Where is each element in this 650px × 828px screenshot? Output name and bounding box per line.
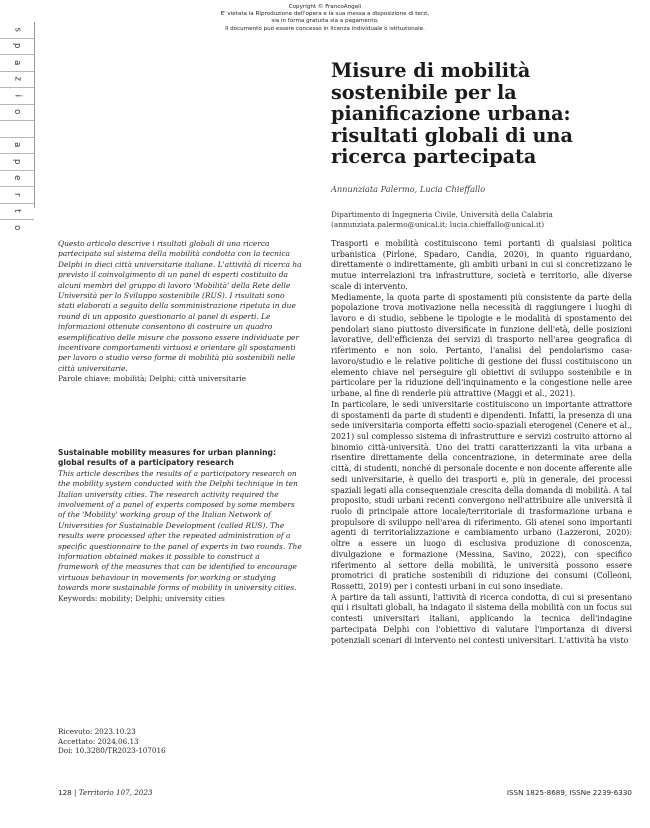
section-letter: r — [0, 187, 34, 204]
section-letter: e — [0, 171, 34, 188]
issn: ISSN 1825-8689, ISSNe 2239-6330 — [506, 788, 632, 797]
keywords-english: Keywords: mobility; Delphi; university cities — [58, 593, 225, 603]
section-letter — [0, 121, 34, 138]
abstract-text: This article describes the results of a participatory research on the mobility system conducted with the Delphi technique in ten Italian university cities. The research activity required the involvement of a panel of experts composed by some members of the 'Mobility' working group of the Italian Network of Universities for Sustainable Development (called RUS). The results were processed after the repeated administration of a specific questionnaire to the panel of experts in two rounds. The information obtained makes it possible to construct a framework of the measures that can be identified to encourage virtuous behaviour in movements for working or studying towards more sustainable forms of mobility in university cities. — [58, 468, 302, 593]
section-letter: o — [11, 224, 22, 231]
section-letter: i — [0, 88, 34, 105]
article-title: Misure di mobilità sostenibile per la pianificazione urbana: risultati globali di una ricerca partecipata — [331, 59, 573, 169]
copyright-notice — [0, 4, 650, 33]
section-letter: t — [0, 204, 34, 221]
footer-left: 128 | Territorio 107, 2023 — [58, 788, 153, 797]
section-label-strip — [0, 22, 35, 231]
copyright-line: Copyright © FrancoAngeli — [288, 4, 362, 10]
body-paragraph: Mediamente, la quota parte di spostamenti più consistente da parte della popolazione trova motivazione nella necessità di raggiungere i luoghi di lavoro e di studio, sebbene le tipologie e le modalità di spostamento dei pendolari siano piuttosto diversificate in funzione dell'età, delle posizioni lavorative, dell'efficienza dei servizi di trasporto nell'area geografica di riferimento e non solo. Pertanto, l'analisi del pendolarismo casa-lavoro/studio e le relative politiche di gestione dei flussi costituiscono un elemento chiave nel perseguire gli obiettivi di sviluppo sostenibile e in particolare per la riduzione dell'inquinamento e la congestione nelle aree urbane, al fine di renderle più attrattive (Maggi et al., 2021). — [331, 292, 632, 399]
section-letter: p — [0, 39, 34, 56]
section-letter: a — [0, 55, 34, 72]
body-paragraph: Trasporti e mobilità costituiscono temi portanti di qualsiasi politica urbanistica (Pirlone, Spadaro, Candia, 2020), in quanto riguardano, direttamente o indirettamente, gli ambiti urbani in cui si concretizzano le mutue interrelazioni tra infrastrutture, società e territorio, alle diverse scale di intervento. — [331, 239, 632, 291]
journal-name: Territorio 107, 2023 — [78, 788, 153, 797]
article-body — [331, 239, 632, 646]
section-letter: a — [0, 138, 34, 155]
author-emails: (annunziata.palermo@unical.it; lucia.chieffallo@unical.it) — [331, 220, 545, 229]
body-paragraph: A partire da tali assunti, l'attività di ricerca condotta, di cui si presentano qui i risultati globali, ha indagato il sistema della mobilità con un focus sui contesti universitari italiani, applicando la tecnica dell'indagine partecipata Delphi con l'obiettivo di valutare l'importanza di diversi potenziali scenari di intervento nei contesti universitari. L'attività ha visto — [331, 592, 632, 645]
affiliation-name: Dipartimento di Ingegneria Civile, Università della Calabria — [331, 210, 553, 219]
author-affiliation — [331, 210, 631, 230]
received-date: Ricevuto: 2023.10.23 — [58, 727, 136, 736]
copyright-line: Il documento può essere concesso in licenza individuale o istituzionale. — [225, 25, 425, 32]
copyright-line: sia in forma gratuita sia a pagamento. — [271, 18, 379, 25]
page-footer — [58, 788, 632, 800]
page-number: 128 — [58, 788, 72, 797]
section-letter: z — [0, 72, 34, 89]
abstract-english-title: Sustainable mobility measures for urban planning: global results of a participatory research — [58, 448, 277, 468]
accepted-date: Accettato: 2024.06.13 — [58, 736, 139, 746]
doi: Doi: 10.3280/TR2023-107016 — [58, 746, 166, 756]
abstract-text: Questo articolo descrive i risultati globali di una ricerca partecipata sul sistema della mobilità condotta con la tecnica Delphi in dieci città universitarie italiane. L'attività di ricerca ha previsto il coinvolgimento di un panel di esperti costituito da alcuni membri del gruppo di lavoro 'Mobilità' della Rete delle Università per lo Sviluppo sostenibile (RUS). I risultati sono stati elaborati a seguito della somministrazione ripetuta in due round di un apposito questionario al panel di esperti. Le informazioni ottenute consentono di costruire un quadro esemplificativo delle misure che possono essere individuate per incentivare comportamenti virtuosi e orientare gli spostamenti per lavoro o studio verso forme di mobilità più sostenibili nelle città universitarie. — [58, 239, 302, 373]
section-letter: o — [0, 105, 34, 122]
article-authors: Annunziata Palermo, Lucia Chieffallo — [331, 184, 486, 194]
copyright-line: E' vietata la Riproduzione dell'opera e la sua messa a disposizione di terzi, — [220, 11, 430, 18]
abstract-english — [58, 448, 302, 604]
abstract-italian — [58, 239, 302, 385]
section-letter: s — [0, 22, 34, 39]
section-letter: p — [0, 154, 34, 171]
publication-dates — [58, 727, 302, 756]
keywords-italian: Parole chiave: mobilità; Delphi; città universitarie — [58, 374, 247, 384]
body-paragraph: In particolare, le sedi universitarie costituiscono un importante attrattore di spostamenti da parte di studenti e dipendenti. Infatti, la presenza di una sede universitaria comporta effetti socio-spaziali eterogenei (Cenere et al., 2021) sul complesso sistema di infrastrutture e servizi costruito attorno al binomio città-università. Uno dei tratti caratterizzanti la vita urbana a risentire direttamente della concentrazione, in determinate aree della città, di studenti, nonché di personale docente e non docente afferente alle sedi universitarie, è quello dei trasporti e, più in generale, dei processi spaziali legati alla consequenziale crescita della domanda di mobilità. A tal proposito, studi urbani recenti convergono nell'attribuire alle università il ruolo di principale attore locale/territoriale di trasformazione urbana e propulsore di sviluppo nell'area di riferimento. Gli atenei sono importanti agenti di territorializzazione e cambiamento urbano (Lazzeroni, 2020): oltre a essere un luogo di esclusiva produzione di conoscenza, divulgazione e formazione (Messina, Savino, 2022), con specifico riferimento al settore della mobilità, le università possono essere promotrici di pratiche sostenibili di riduzione dei consumi (Colleoni, Rossetti, 2019) per i contesti urbani in cui sono insediate. — [331, 399, 632, 591]
